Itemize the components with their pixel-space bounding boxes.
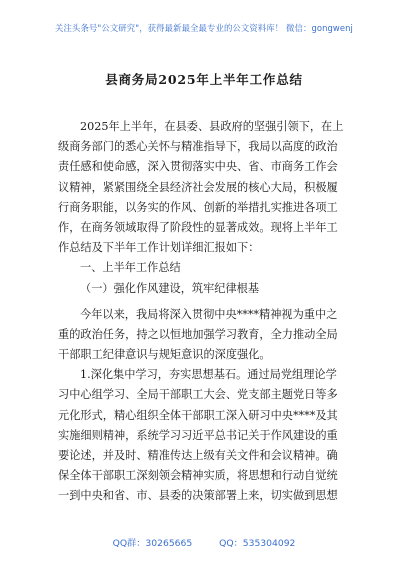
paragraph-line: 1.深化集中学习，夯实思想基石。通过局党组理论学 — [80, 368, 337, 382]
paragraph-line: 习中心组学习、全局干部职工大会、党支部主题党日等多 — [58, 388, 338, 402]
intro-line: 作总结及下半年工作计划详细汇报如下： — [58, 241, 260, 255]
header-promo-note: 关注头条号"公文研究"，获得最新最全最专业的公文资料库！ 微信：gongwenj — [55, 23, 353, 33]
intro-line: 议精神，紧紧围绕全县经济社会发展的核心大局，积极履 — [58, 180, 338, 194]
intro-line: 2025年上半年，在县委、县政府的坚强引领下，在上 — [80, 120, 344, 133]
intro-line: 级商务部门的悉心关怀与精准指导下，我局以高度的政治 — [58, 140, 338, 154]
paragraph-line: 今年以来，我局将深入贯彻中央****精神视为重中之 — [80, 307, 338, 321]
subsection-heading: （一）强化作风建设，筑牢纪律根基 — [80, 281, 260, 295]
paragraph-line: 干部职工纪律意识与规矩意识的深度强化。 — [58, 348, 271, 362]
intro-line: 行商务职能，以务实的作风、创新的举措扎实推进各项工 — [58, 200, 338, 214]
document-body — [58, 117, 350, 507]
paragraph-line: 要论述，并及时、精准传达上级有关文件和会议精神。确 — [58, 449, 338, 462]
paragraph-line: 一到中央和省、市、县委的决策部署上来，切实做到思想 — [58, 489, 338, 503]
paragraph-line: 保全体干部职工深刻领会精神实质，将思想和行动自觉统 — [58, 469, 338, 483]
intro-line: 作，在商务领域取得了阶段性的显著成效。现将上半年工 — [58, 220, 338, 234]
paragraph-line: 重的政治任务，持之以恒地加强学习教育，全力推动全局 — [58, 327, 338, 341]
qq-group-number: QQ群：30265665 — [112, 538, 193, 549]
intro-line: 责任感和使命感，深入贯彻落实中央、省、市商务工作会 — [58, 160, 338, 174]
qq-number: QQ：535304092 — [219, 538, 296, 549]
footer-contact — [0, 535, 408, 549]
section-heading: 一、上半年工作总结 — [80, 261, 181, 275]
paragraph-line: 元化形式，精心组织全体干部职工深入研习中央****及其 — [58, 408, 338, 422]
document-title: 县商务局2025年上半年工作总结 — [105, 72, 303, 87]
paragraph-line: 实施细则精神，系统学习习近平总书记关于作风建设的重 — [58, 428, 338, 442]
